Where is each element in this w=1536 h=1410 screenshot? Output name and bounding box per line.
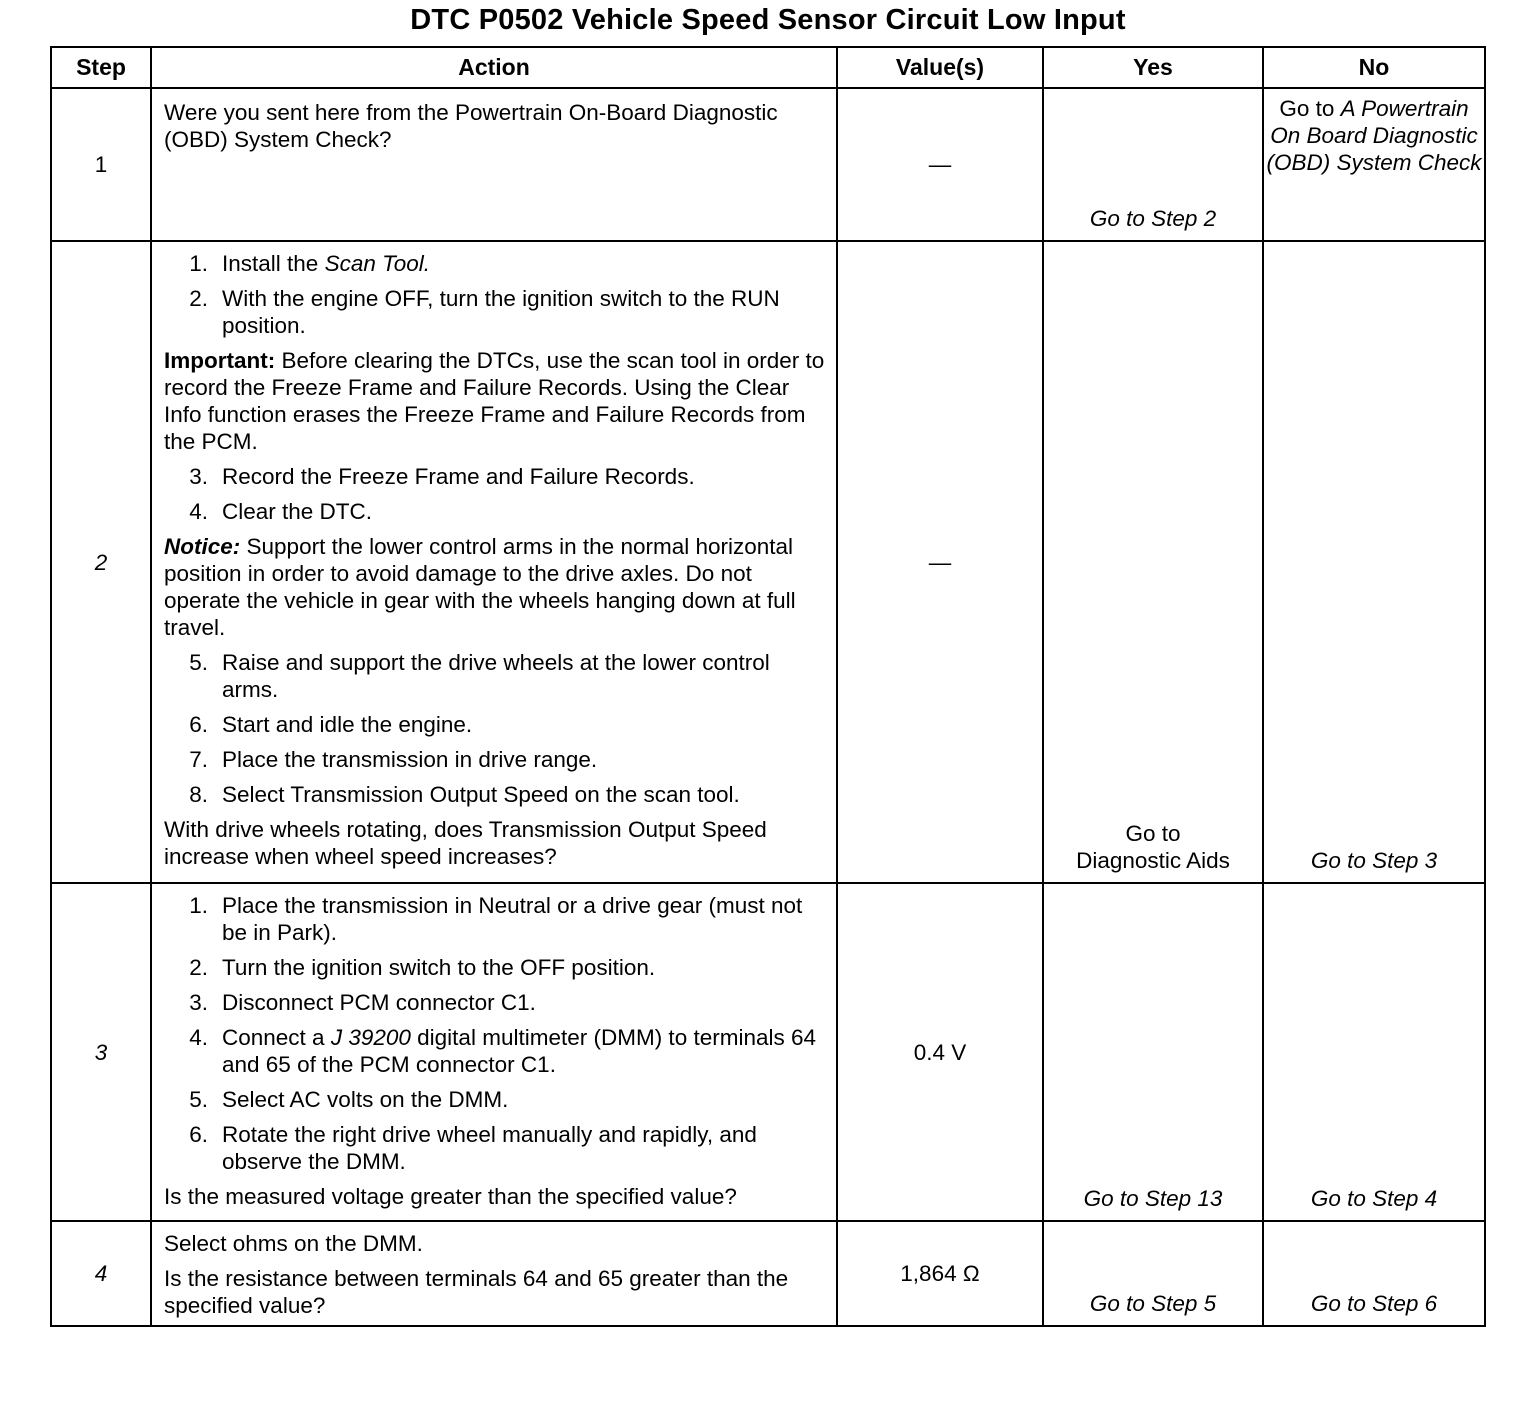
- header-no: No: [1263, 47, 1485, 88]
- notice-note: Notice: Support the lower control arms in the normal horizontal position in order to avoid damage to the drive axles. Do not operate the vehicle in gear with the wheels hanging down at full travel.: [164, 534, 796, 640]
- value-cell: 0.4 V: [837, 883, 1043, 1221]
- action-cell: [151, 88, 837, 241]
- value-cell: 1,864 Ω: [837, 1221, 1043, 1326]
- no-link[interactable]: Go to Step 4: [1263, 883, 1485, 1221]
- step-number: 4: [51, 1221, 151, 1326]
- list-item: 6. Rotate the right drive wheel manually and rapidly, and observe the DMM.: [189, 1122, 757, 1174]
- header-values: Value(s): [837, 47, 1043, 88]
- list-item: 3. Disconnect PCM connector C1.: [189, 990, 536, 1015]
- list-item: 2. Turn the ignition switch to the OFF position.: [189, 955, 656, 980]
- value-cell: —: [837, 88, 1043, 241]
- step-number: 2: [51, 241, 151, 883]
- step-number: 3: [51, 883, 151, 1221]
- action-cell: [151, 241, 837, 883]
- procedure-list: [164, 463, 826, 525]
- value-cell: —: [837, 241, 1043, 883]
- yes-link[interactable]: Go to Step 5: [1043, 1221, 1263, 1326]
- list-item: 2. With the engine OFF, turn the ignition switch to the RUN position.: [189, 286, 780, 338]
- step-number: 1: [51, 88, 151, 241]
- table-header-row: [51, 47, 1485, 88]
- page-title: DTC P0502 Vehicle Speed Sensor Circuit Low Input: [410, 4, 1126, 36]
- list-item: 4. Connect a J 39200 digital multimeter (DMM) to terminals 64 and 65 of the PCM connector C1.: [189, 1025, 817, 1077]
- no-link[interactable]: Go to Step 3: [1263, 241, 1485, 883]
- no-link[interactable]: A Powertrain On Board Diagnostic (OBD) System Check: [1266, 96, 1482, 175]
- table-row: [51, 88, 1485, 241]
- list-item: 5. Select AC volts on the DMM.: [189, 1087, 509, 1112]
- important-note: Important: Before clearing the DTCs, use the scan tool in order to record the Freeze Frame and Failure Records. Using the Clear Info function erases the Freeze Frame and Failure Records from the PCM.: [164, 348, 825, 454]
- list-item: 4. Clear the DTC.: [189, 499, 373, 524]
- question-text: Were you sent here from the Powertrain On-Board Diagnostic (OBD) System Check?: [164, 100, 778, 152]
- table-row: [51, 241, 1485, 883]
- list-item: 1. Place the transmission in Neutral or a drive gear (must not be in Park).: [189, 893, 803, 945]
- yes-link[interactable]: Go to Step 2: [1043, 88, 1263, 241]
- header-step: Step: [51, 47, 151, 88]
- list-item: 8. Select Transmission Output Speed on the scan tool.: [189, 782, 740, 807]
- question-text: Is the measured voltage greater than the specified value?: [164, 1184, 737, 1209]
- question-text: Is the resistance between terminals 64 and 65 greater than the specified value?: [164, 1266, 789, 1318]
- diagnostic-table: [50, 46, 1486, 1327]
- list-item: 7. Place the transmission in drive range.: [189, 747, 598, 772]
- action-cell: [151, 1221, 837, 1326]
- tool-name: Scan Tool.: [324, 251, 431, 276]
- procedure-list: [164, 892, 826, 1175]
- question-text: With drive wheels rotating, does Transmission Output Speed increase when wheel speed increases?: [164, 817, 767, 869]
- instruction-text: Select ohms on the DMM.: [164, 1231, 423, 1256]
- action-cell: [151, 883, 837, 1221]
- list-item: 6. Start and idle the engine.: [189, 712, 473, 737]
- no-prefix: Go to: [1279, 96, 1341, 121]
- procedure-list: [164, 649, 826, 808]
- header-action: Action: [151, 47, 837, 88]
- tool-name: J 39200: [330, 1025, 411, 1050]
- yes-link[interactable]: Go to Diagnostic Aids: [1043, 241, 1263, 883]
- yes-link[interactable]: Go to Step 13: [1043, 883, 1263, 1221]
- list-item: 3. Record the Freeze Frame and Failure Records.: [189, 464, 695, 489]
- table-row: [51, 883, 1485, 1221]
- procedure-list: [164, 250, 826, 339]
- table-row: [51, 1221, 1485, 1326]
- no-link[interactable]: Go to Step 6: [1263, 1221, 1485, 1326]
- list-item: 1. Install the Scan Tool.: [189, 251, 431, 276]
- header-yes: Yes: [1043, 47, 1263, 88]
- no-cell: [1263, 88, 1485, 241]
- list-item: 5. Raise and support the drive wheels at the lower control arms.: [189, 650, 770, 702]
